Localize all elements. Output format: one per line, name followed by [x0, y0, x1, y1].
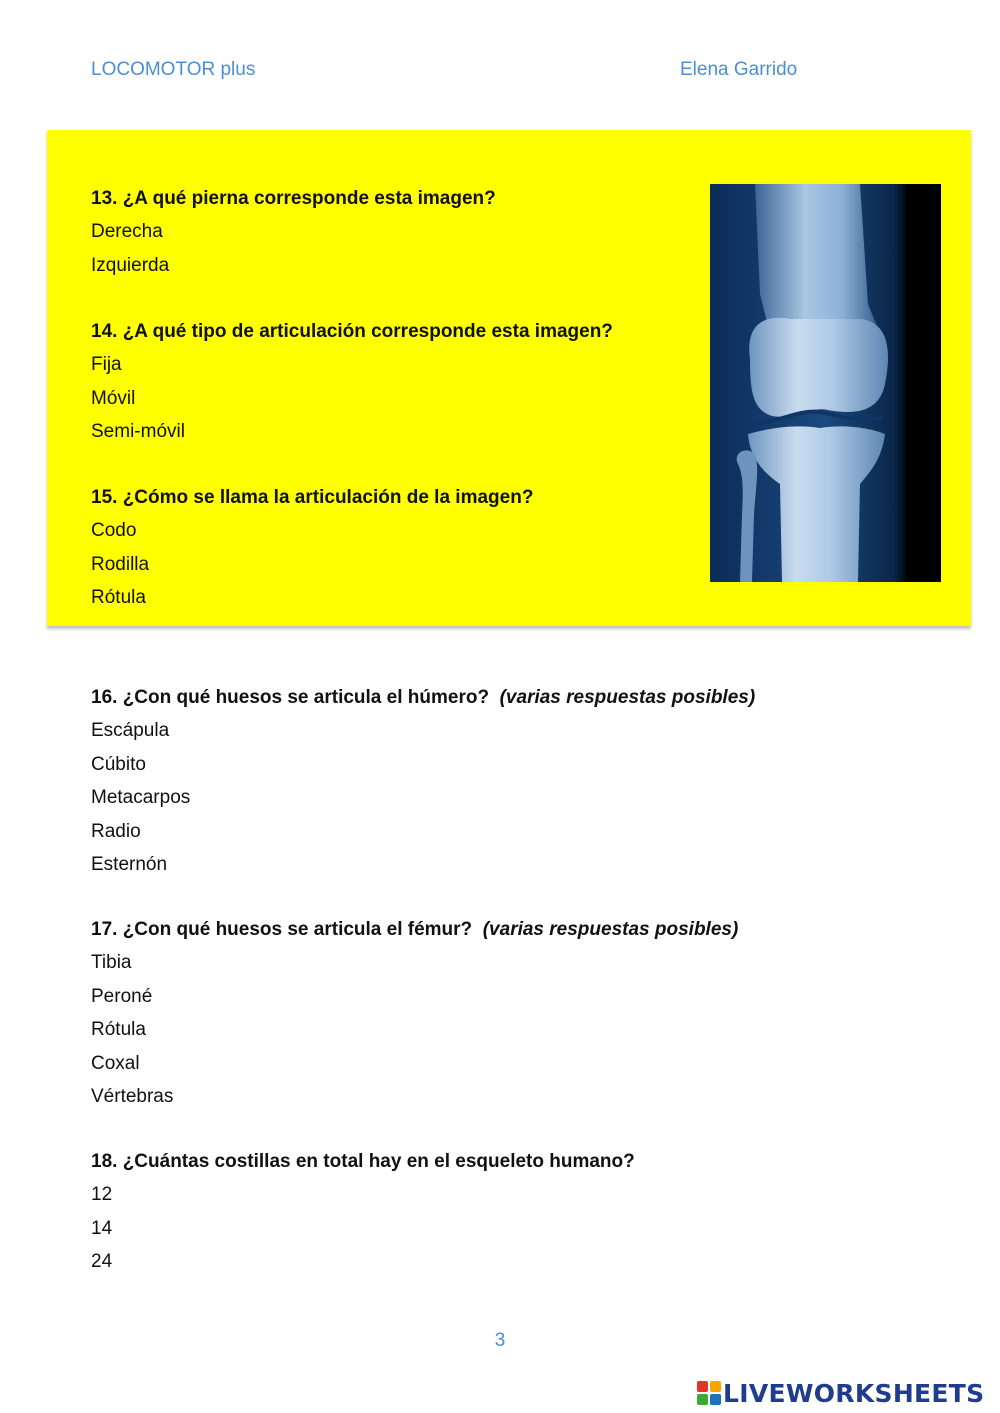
- answer-option[interactable]: Metacarpos: [91, 787, 191, 808]
- answer-option[interactable]: 24: [91, 1251, 113, 1272]
- question-16: [91, 681, 755, 882]
- knee-xray-image: [710, 184, 941, 582]
- answer-option[interactable]: Derecha: [91, 221, 163, 242]
- question-14: [91, 315, 613, 449]
- header-course-title: LOCOMOTOR plus: [91, 59, 256, 80]
- question-15: [91, 481, 533, 615]
- question-title: 15. ¿Cómo se llama la articulación de la imagen?: [91, 487, 534, 508]
- question-18: [91, 1145, 635, 1279]
- question-title: [91, 681, 755, 714]
- liveworksheets-mark-icon: [697, 1381, 721, 1405]
- liveworksheets-wordmark: LIVEWORKSHEETS: [723, 1378, 985, 1408]
- logo-square: [697, 1381, 708, 1392]
- question-text: 17. ¿Con qué huesos se articula el fémur?: [91, 919, 473, 940]
- answer-option[interactable]: Escápula: [91, 720, 170, 741]
- question-title: 18. ¿Cuántas costillas en total hay en el esqueleto humano?: [91, 1151, 635, 1172]
- logo-square: [710, 1381, 721, 1392]
- answer-option[interactable]: Izquierda: [91, 254, 170, 276]
- answer-option[interactable]: Peroné: [91, 985, 153, 1007]
- question-note: (varias respuestas posibles): [482, 919, 739, 940]
- logo-square: [710, 1394, 721, 1405]
- answer-option[interactable]: Tibia: [91, 952, 132, 973]
- answer-option[interactable]: Móvil: [91, 387, 136, 409]
- answer-option[interactable]: Rótula: [91, 1019, 146, 1040]
- answer-option[interactable]: Rótula: [91, 587, 146, 608]
- logo-square: [697, 1394, 708, 1405]
- question-13: [91, 182, 496, 282]
- answer-option[interactable]: Radio: [91, 820, 141, 842]
- question-text: 16. ¿Con qué huesos se articula el húmero?: [91, 687, 490, 708]
- header-author: Elena Garrido: [680, 59, 798, 80]
- answer-option[interactable]: Codo: [91, 520, 137, 541]
- knee-xray-drawing: [710, 184, 941, 582]
- answer-option[interactable]: Vértebras: [91, 1086, 174, 1107]
- answer-option[interactable]: Rodilla: [91, 553, 150, 575]
- answer-option[interactable]: Coxal: [91, 1052, 140, 1074]
- question-title: 14. ¿A qué tipo de articulación corresponde esta imagen?: [91, 321, 613, 342]
- question-note: (varias respuestas posibles): [499, 687, 756, 708]
- question-title: 13. ¿A qué pierna corresponde esta imagen?: [91, 188, 496, 209]
- answer-option[interactable]: 12: [91, 1184, 113, 1205]
- answer-option[interactable]: Semi-móvil: [91, 421, 185, 442]
- page-number: 3: [494, 1330, 506, 1351]
- answer-option[interactable]: Cúbito: [91, 753, 146, 775]
- answer-option[interactable]: Fija: [91, 354, 122, 375]
- question-title: [91, 913, 738, 946]
- question-17: [91, 913, 738, 1114]
- liveworksheets-logo[interactable]: [697, 1378, 993, 1408]
- answer-option[interactable]: 14: [91, 1217, 113, 1239]
- answer-option[interactable]: Esternón: [91, 854, 168, 875]
